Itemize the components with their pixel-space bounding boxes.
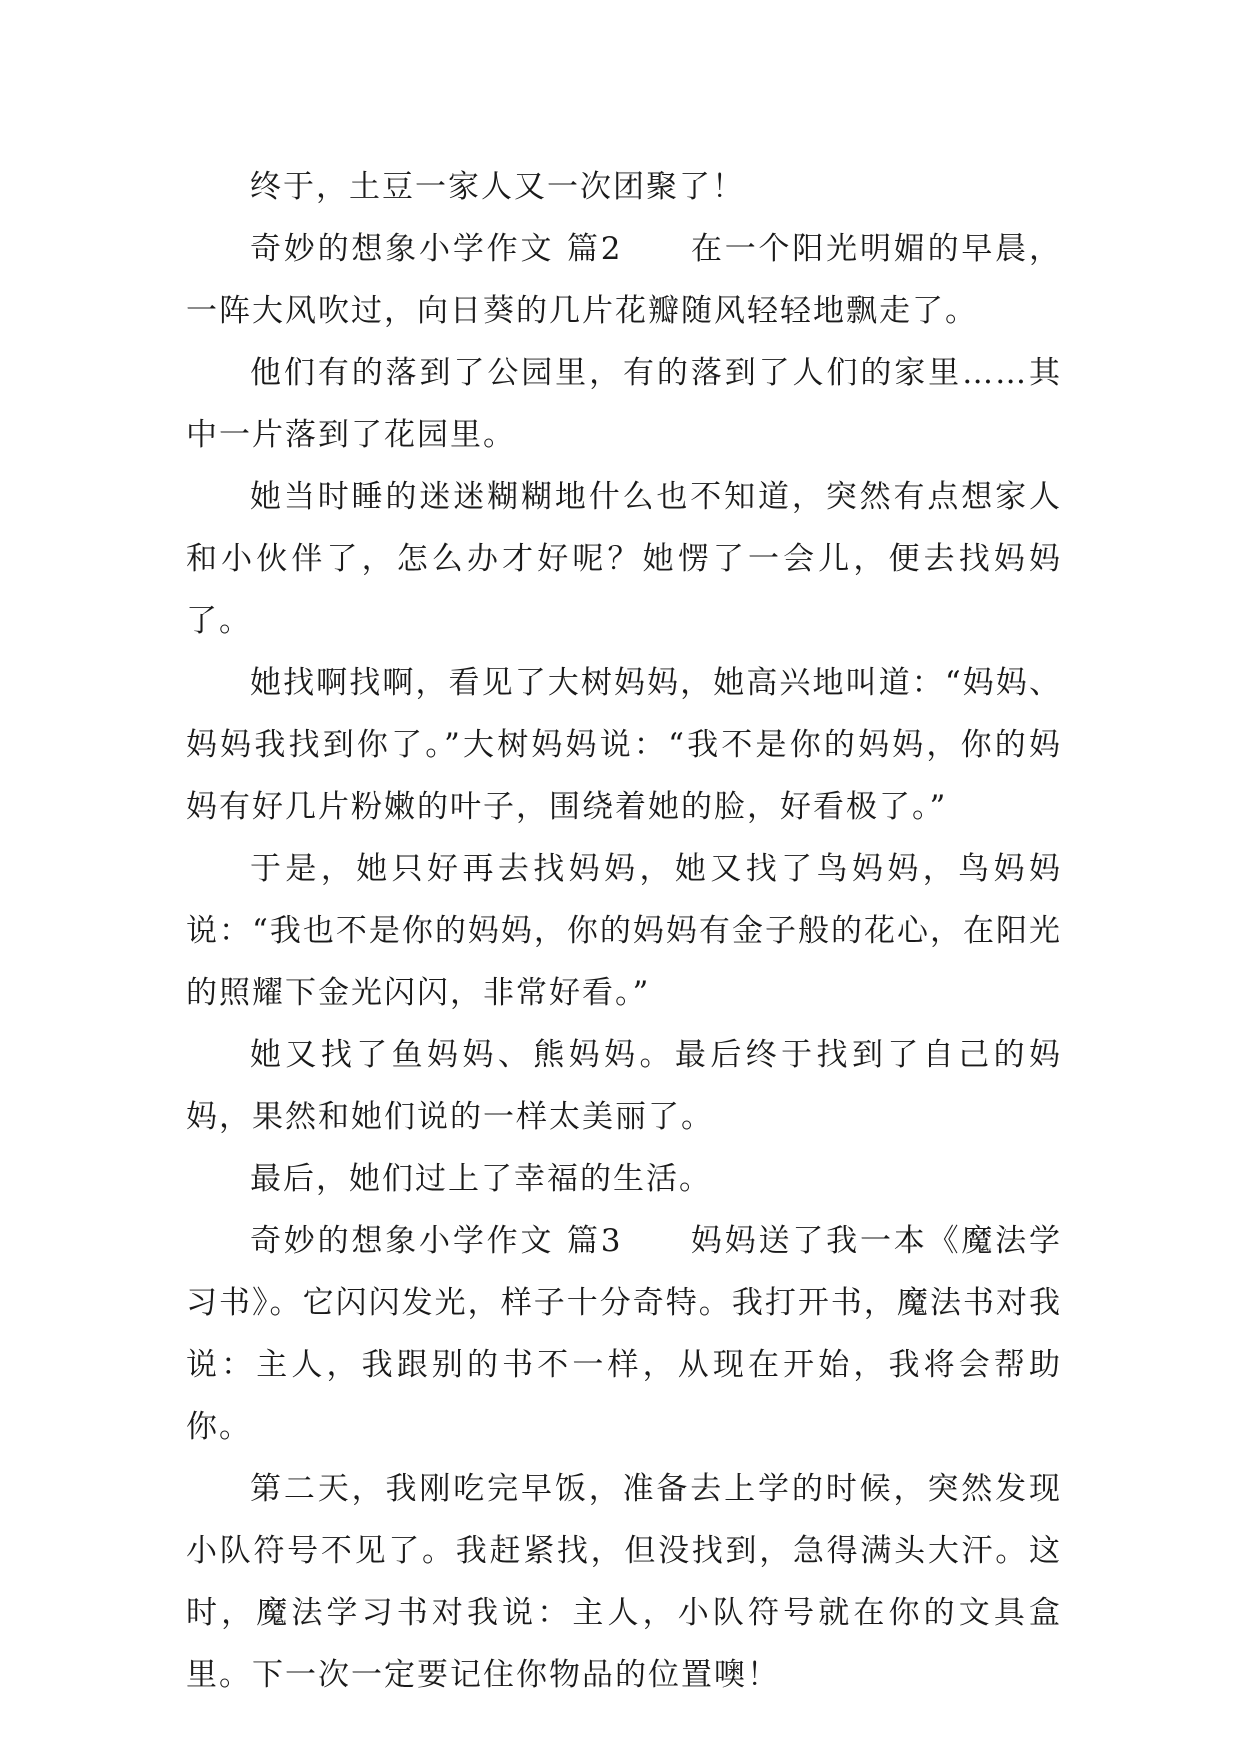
paragraph: 他们有的落到了公园里，有的落到了人们的家里……其中一片落到了花园里。	[186, 355, 1062, 453]
paragraph: 第二天，我刚吃完早饭，准备去上学的时候，突然发现小队符号不见了。我赶紧找，但没找到，急得满头大汗。这时，魔法学习书对我说：主人，小队符号就在你的文具盒里。下一次一定要记住你物品的位置噢！	[186, 1471, 1062, 1693]
paragraph: 最后，她们过上了幸福的生活。	[250, 1161, 712, 1197]
paragraph: 她找啊找啊，看见了大树妈妈，她高兴地叫道：“妈妈、妈妈我找到你了。”大树妈妈说：“我不是你的妈妈，你的妈妈有好几片粉嫩的叶子，围绕着她的脸，好看极了。”	[186, 665, 1062, 825]
paragraph: 于是，她只好再去找妈妈，她又找了鸟妈妈，鸟妈妈说：“我也不是你的妈妈，你的妈妈有金子般的花心，在阳光的照耀下金光闪闪，非常好看。”	[186, 851, 1062, 1011]
paragraph: 奇妙的想象小学作文 篇2 在一个阳光明媚的早晨，一阵大风吹过，向日葵的几片花瓣随风轻轻地飘走了。	[186, 231, 1062, 329]
paragraph: 终于，土豆一家人又一次团聚了！	[250, 169, 745, 205]
paragraph: 她当时睡的迷迷糊糊地什么也不知道，突然有点想家人和小伙伴了，怎么办才好呢？她愣了一会儿，便去找妈妈了。	[186, 479, 1062, 639]
document-body	[186, 156, 1062, 1706]
paragraph: 奇妙的想象小学作文 篇3 妈妈送了我一本《魔法学习书》。它闪闪发光，样子十分奇特。我打开书，魔法书对我说：主人，我跟别的书不一样，从现在开始，我将会帮助你。	[186, 1223, 1062, 1445]
paragraph: 她又找了鱼妈妈、熊妈妈。最后终于找到了自己的妈妈，果然和她们说的一样太美丽了。	[186, 1037, 1062, 1135]
